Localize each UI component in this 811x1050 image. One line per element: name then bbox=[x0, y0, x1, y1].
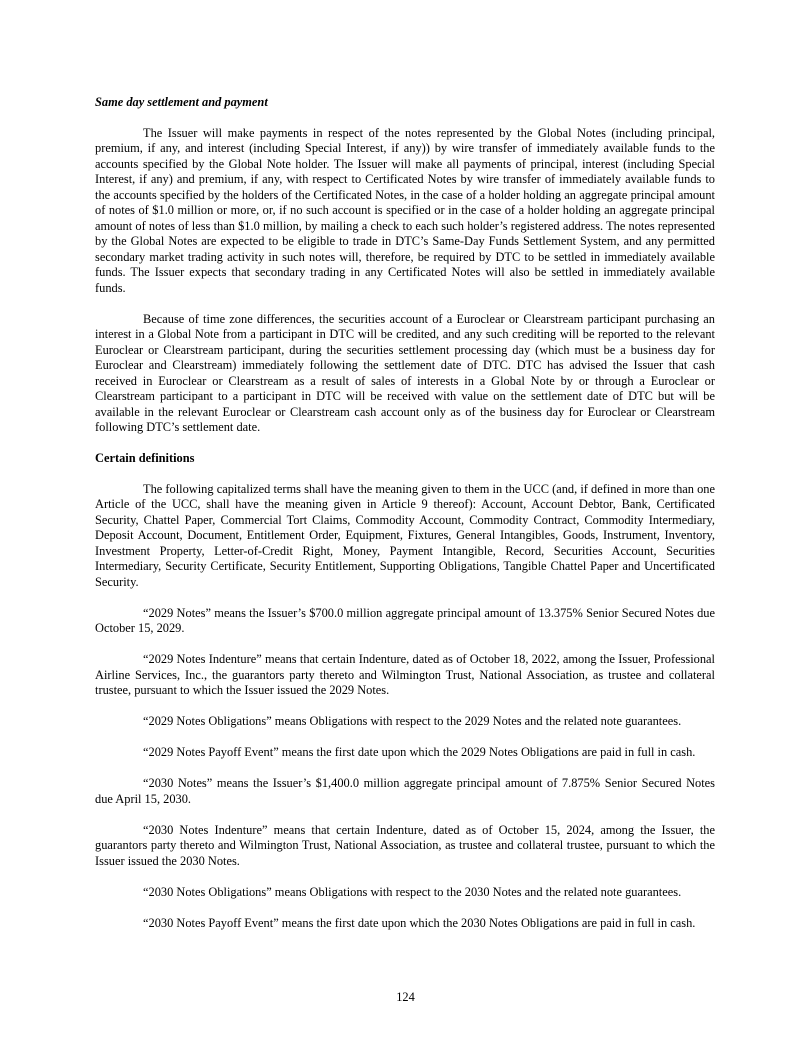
document-page bbox=[95, 95, 715, 947]
section-heading-settlement: Same day settlement and payment bbox=[95, 95, 268, 109]
definition-2030-notes: “2030 Notes” means the Issuer’s $1,400.0 million aggregate principal amount of 7.875% Senior Secured Notes due April 15, 2030. bbox=[95, 776, 715, 806]
page-number: 124 bbox=[396, 990, 415, 1004]
definition-2029-notes-obligations: “2029 Notes Obligations” means Obligations with respect to the 2029 Notes and the related note guarantees. bbox=[143, 714, 682, 728]
paragraph: The following capitalized terms shall have the meaning given to them in the UCC (and, if defined in more than one Article of the UCC, shall have the meaning given in Article 9 thereof): Account, Account Debtor, Bank, Certificated Security, Chattel Paper, Commercial Tort Claims, Commodity Account, Commodity Contract, Commodity Intermediary, Deposit Account, Document, Entitlement Order, Equipment, Fixtures, General Intangibles, Goods, Instrument, Inventory, Investment Property, Letter-of-Credit Right, Money, Payment Intangible, Record, Securities Account, Securities Intermediary, Security Certificate, Security Entitlement, Supporting Obligations, Tangible Chattel Paper and Uncertificated Security. bbox=[95, 481, 715, 589]
paragraph: The Issuer will make payments in respect of the notes represented by the Global Notes (including principal, premium, if any, and interest (including Special Interest, if any)) by wire transfer of immediately available funds to the accounts specified by the Global Note holder. The Issuer will make all payments of principal, interest (including Special Interest, if any) and premium, if any, with respect to Certificated Notes by wire transfer of immediately available funds to the accounts specified by the holders of the Certificated Notes, in the case of a holder holding an aggregate principal amount of notes of $1.0 million or more, or, if no such account is specified or in the case of a holder holding an aggregate principal amount of notes of less than $1.0 million, by mailing a check to each such holder’s registered address. The notes represented by the Global Notes are expected to be eligible to trade in DTC’s Same-Day Funds Settlement System, and any permitted secondary market trading activity in such notes will, therefore, be required by DTC to be settled in immediately available funds. The Issuer expects that secondary trading in any Certificated Notes will also be settled in immediately available funds. bbox=[95, 125, 715, 295]
section-heading-definitions: Certain definitions bbox=[95, 451, 195, 465]
definition-2029-notes-indenture: “2029 Notes Indenture” means that certain Indenture, dated as of October 18, 2022, among the Issuer, Professional Airline Services, Inc., the guarantors party thereto and Wilmington Trust, National Association, as trustee and collateral trustee, pursuant to which the Issuer issued the 2029 Notes. bbox=[95, 652, 715, 697]
definition-2030-notes-indenture: “2030 Notes Indenture” means that certain Indenture, dated as of October 15, 2024, among the Issuer, the guarantors party thereto and Wilmington Trust, National Association, as trustee and collateral trustee, pursuant to which the Issuer issued the 2030 Notes. bbox=[95, 822, 715, 868]
definition-2030-notes-obligations: “2030 Notes Obligations” means Obligations with respect to the 2030 Notes and the related note guarantees. bbox=[143, 884, 682, 899]
definition-2030-notes-payoff-event: “2030 Notes Payoff Event” means the first date upon which the 2030 Notes Obligations are paid in full in cash. bbox=[143, 915, 696, 930]
paragraph: Because of time zone differences, the securities account of a Euroclear or Clearstream participant purchasing an interest in a Global Note from a participant in DTC will be credited, and any such crediting will be reported to the relevant Euroclear or Clearstream participant, during the securities settlement processing day (which must be a business day for Euroclear and Clearstream) immediately following the settlement date of DTC. DTC has advised the Issuer that cash received in Euroclear or Clearstream as a result of sales of interests in a Global Note by or through a Euroclear or Clearstream participant to a participant in DTC will be received with value on the settlement date of DTC but will be available in the relevant Euroclear or Clearstream cash account only as of the business day for Euroclear or Clearstream following DTC’s settlement date. bbox=[95, 311, 715, 434]
definition-2029-notes: “2029 Notes” means the Issuer’s $700.0 million aggregate principal amount of 13.375% Senior Secured Notes due October 15, 2029. bbox=[95, 605, 715, 635]
definition-2029-notes-payoff-event: “2029 Notes Payoff Event” means the first date upon which the 2029 Notes Obligations are paid in full in cash. bbox=[143, 745, 696, 759]
